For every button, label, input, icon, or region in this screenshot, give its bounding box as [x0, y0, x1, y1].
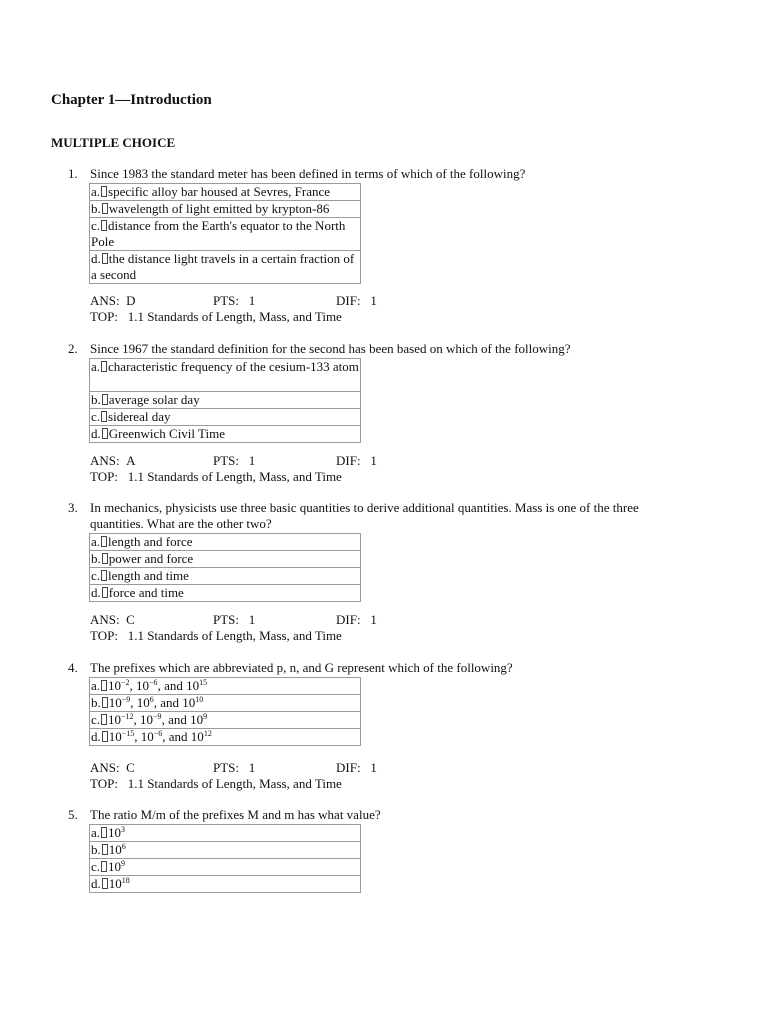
- choice-row: [90, 534, 361, 551]
- choice-cell: [90, 825, 361, 842]
- missing-glyph-icon: [101, 570, 107, 581]
- choice-letter: b.: [91, 842, 101, 857]
- points-field: [213, 453, 255, 469]
- choice-text: sidereal day: [108, 409, 171, 424]
- choice-exponent: 6: [149, 695, 154, 704]
- choices-table: [89, 533, 361, 602]
- difficulty-field: [336, 760, 377, 776]
- answer-row: [90, 760, 510, 776]
- topic-row: [90, 628, 510, 644]
- question-number: 3.: [68, 500, 78, 515]
- choice-row: [90, 729, 361, 746]
- choice-exponent: 9: [203, 712, 208, 721]
- choice-exponent: −15: [121, 729, 135, 738]
- topic-label: TOP:: [90, 628, 118, 643]
- difficulty-label: DIF:: [336, 293, 361, 308]
- points-label: PTS:: [213, 453, 240, 468]
- choice-base: , and 10: [153, 695, 196, 710]
- points-label: PTS:: [213, 293, 240, 308]
- choice-cell: [90, 534, 361, 551]
- choice-row: [90, 409, 361, 426]
- points-field: [213, 760, 255, 776]
- choice-cell: [90, 426, 361, 443]
- choice-row: [90, 184, 361, 201]
- choice-base: 10: [108, 876, 122, 891]
- points-value: 1: [248, 612, 256, 627]
- choice-letter: d.: [91, 876, 101, 891]
- choice-letter: a.: [91, 534, 101, 549]
- choice-exponent: −9: [153, 712, 162, 721]
- missing-glyph-icon: [102, 697, 108, 708]
- choice-letter: a.: [91, 825, 101, 840]
- answer-field: [90, 293, 136, 309]
- choice-text: power and force: [108, 551, 194, 566]
- choice-exponent: −2: [121, 678, 130, 687]
- choice-row: [90, 678, 361, 695]
- choice-row: [90, 218, 361, 251]
- points-field: [213, 612, 255, 628]
- choice-cell: [90, 359, 361, 392]
- chapter-title: Chapter 1—Introduction: [51, 92, 212, 108]
- topic-row: [90, 776, 510, 792]
- answer-meta: [90, 760, 510, 792]
- choice-cell: [90, 729, 361, 746]
- missing-glyph-icon: [102, 203, 108, 214]
- choice-cell: [90, 201, 361, 218]
- choice-base: 10: [108, 729, 122, 744]
- choice-base: , 10: [133, 712, 154, 727]
- choice-row: [90, 426, 361, 443]
- choice-row: [90, 585, 361, 602]
- choice-cell: [90, 859, 361, 876]
- difficulty-value: 1: [370, 293, 377, 308]
- choice-exponent: 3: [121, 825, 126, 834]
- choices-table: [89, 358, 361, 443]
- choice-base: 10: [108, 859, 122, 874]
- choice-text: wavelength of light emitted by krypton-86: [108, 201, 330, 216]
- choice-cell: [90, 585, 361, 602]
- choice-base: , and 10: [162, 729, 204, 744]
- choice-text: average solar day: [108, 392, 200, 407]
- choice-letter: c.: [91, 218, 101, 233]
- choice-cell: [90, 695, 361, 712]
- choice-exponent: −12: [121, 712, 134, 721]
- choice-exponent: 15: [199, 678, 208, 687]
- answer-field: [90, 760, 135, 776]
- missing-glyph-icon: [102, 428, 108, 439]
- choice-letter: d.: [91, 251, 101, 266]
- choice-letter: c.: [91, 712, 101, 727]
- choice-letter: c.: [91, 568, 101, 583]
- question-text: Since 1967 the standard definition for the second has been based on which of the following?: [90, 341, 571, 356]
- topic-value: 1.1 Standards of Length, Mass, and Time: [127, 309, 342, 324]
- choice-letter: b.: [91, 392, 101, 407]
- choice-cell: [90, 842, 361, 859]
- topic-row: [90, 309, 510, 325]
- choice-letter: b.: [91, 201, 101, 216]
- question-number: 4.: [68, 660, 78, 675]
- question-text: Since 1983 the standard meter has been defined in terms of which of the following?: [90, 166, 526, 181]
- choice-text: force and time: [108, 585, 184, 600]
- choice-letter: d.: [91, 426, 101, 441]
- points-value: 1: [248, 760, 256, 775]
- missing-glyph-icon: [101, 536, 107, 547]
- section-title: MULTIPLE CHOICE: [51, 135, 176, 150]
- topic-label: TOP:: [90, 776, 118, 791]
- points-label: PTS:: [213, 760, 240, 775]
- answer-meta: [90, 293, 510, 325]
- topic-field: [90, 776, 342, 792]
- missing-glyph-icon: [101, 411, 107, 422]
- choice-cell: [90, 392, 361, 409]
- missing-glyph-icon: [102, 844, 108, 855]
- missing-glyph-icon: [102, 878, 108, 889]
- choice-text: specific alloy bar housed at Sevres, France: [108, 184, 331, 199]
- choice-letter: b.: [91, 551, 101, 566]
- topic-row: [90, 469, 510, 485]
- choice-base: , 10: [129, 678, 150, 693]
- choice-exponent: 10: [195, 695, 204, 704]
- difficulty-field: [336, 612, 377, 628]
- choice-base: 10: [108, 678, 122, 693]
- choice-base: , and 10: [157, 678, 200, 693]
- choice-text: characteristic frequency of the cesium-133 atom: [108, 359, 359, 374]
- choice-cell: [90, 251, 361, 284]
- choice-row: [90, 712, 361, 729]
- choice-row: [90, 842, 361, 859]
- choice-exponent: 9: [121, 859, 126, 868]
- choice-base: , 10: [130, 695, 150, 710]
- choice-exponent: −6: [149, 678, 158, 687]
- choice-letter: a.: [91, 678, 101, 693]
- answer-label: ANS:: [90, 612, 120, 627]
- choices-table: [89, 677, 361, 746]
- missing-glyph-icon: [102, 253, 108, 264]
- missing-glyph-icon: [102, 731, 108, 742]
- choice-cell: [90, 712, 361, 729]
- choice-base: 10: [108, 695, 122, 710]
- choice-letter: b.: [91, 695, 101, 710]
- choice-text: length and time: [108, 568, 189, 583]
- missing-glyph-icon: [101, 186, 107, 197]
- choice-cell: [90, 876, 361, 893]
- answer-field: [90, 612, 135, 628]
- difficulty-field: [336, 453, 377, 469]
- missing-glyph-icon: [102, 587, 108, 598]
- answer-value: C: [126, 612, 135, 627]
- choice-text: the distance light travels in a certain fraction of a second: [91, 251, 355, 282]
- answer-meta: [90, 453, 510, 485]
- choice-row: [90, 568, 361, 585]
- choice-letter: d.: [91, 585, 101, 600]
- missing-glyph-icon: [102, 553, 108, 564]
- answer-value: A: [126, 453, 136, 468]
- choice-letter: c.: [91, 409, 101, 424]
- choice-base: , and 10: [161, 712, 204, 727]
- answer-value: D: [126, 293, 136, 308]
- missing-glyph-icon: [101, 680, 107, 691]
- choice-base: , 10: [134, 729, 154, 744]
- missing-glyph-icon: [101, 827, 107, 838]
- answer-field: [90, 453, 136, 469]
- difficulty-field: [336, 293, 377, 309]
- choice-row: [90, 876, 361, 893]
- topic-field: [90, 309, 342, 325]
- difficulty-label: DIF:: [336, 612, 361, 627]
- choice-exponent: 6: [121, 842, 126, 851]
- answer-row: [90, 612, 510, 628]
- difficulty-label: DIF:: [336, 760, 361, 775]
- choice-row: [90, 695, 361, 712]
- missing-glyph-icon: [101, 714, 107, 725]
- choice-row: [90, 392, 361, 409]
- choice-cell: [90, 568, 361, 585]
- choice-row: [90, 551, 361, 568]
- choice-letter: a.: [91, 359, 101, 374]
- answer-label: ANS:: [90, 293, 120, 308]
- question-text: The ratio M/m of the prefixes M and m has what value?: [90, 807, 381, 822]
- topic-field: [90, 628, 342, 644]
- choice-base: 10: [108, 712, 122, 727]
- choice-exponent: −6: [153, 729, 163, 738]
- difficulty-value: 1: [370, 612, 377, 627]
- choice-letter: a.: [91, 184, 101, 199]
- difficulty-label: DIF:: [336, 453, 361, 468]
- choice-row: [90, 201, 361, 218]
- choices-table: [89, 824, 361, 893]
- answer-label: ANS:: [90, 453, 120, 468]
- choice-cell: [90, 184, 361, 201]
- choice-cell: [90, 678, 361, 695]
- answer-row: [90, 293, 510, 309]
- choice-exponent: 12: [203, 729, 212, 738]
- question-text: In mechanics, physicists use three basic quantities to derive additional quantities. Mass is one of the three quantities. What are the other two?: [90, 500, 639, 531]
- missing-glyph-icon: [102, 394, 108, 405]
- topic-label: TOP:: [90, 309, 118, 324]
- question-number: 5.: [68, 807, 78, 822]
- points-field: [213, 293, 255, 309]
- topic-value: 1.1 Standards of Length, Mass, and Time: [127, 628, 342, 643]
- topic-value: 1.1 Standards of Length, Mass, and Time: [127, 776, 342, 791]
- choices-table: [89, 183, 361, 284]
- choice-row: [90, 825, 361, 842]
- difficulty-value: 1: [370, 453, 377, 468]
- points-label: PTS:: [213, 612, 240, 627]
- choice-base: 10: [108, 825, 122, 840]
- choice-letter: d.: [91, 729, 101, 744]
- missing-glyph-icon: [101, 220, 107, 231]
- points-value: 1: [248, 453, 256, 468]
- choice-text: length and force: [108, 534, 193, 549]
- question-number: 2.: [68, 341, 78, 356]
- difficulty-value: 1: [370, 760, 377, 775]
- topic-label: TOP:: [90, 469, 118, 484]
- choice-cell: [90, 218, 361, 251]
- answer-value: C: [126, 760, 135, 775]
- question-number: 1.: [68, 166, 78, 181]
- choice-text: distance from the Earth's equator to the North Pole: [91, 218, 346, 249]
- answer-meta: [90, 612, 510, 644]
- choice-exponent: −9: [121, 695, 131, 704]
- choice-cell: [90, 551, 361, 568]
- missing-glyph-icon: [101, 861, 107, 872]
- choice-row: [90, 859, 361, 876]
- answer-row: [90, 453, 510, 469]
- topic-field: [90, 469, 342, 485]
- choice-text: Greenwich Civil Time: [108, 426, 226, 441]
- choice-exponent: 18: [121, 876, 130, 885]
- choice-cell: [90, 409, 361, 426]
- missing-glyph-icon: [101, 361, 107, 372]
- points-value: 1: [248, 293, 256, 308]
- choice-base: 10: [108, 842, 122, 857]
- choice-row: [90, 359, 361, 392]
- topic-value: 1.1 Standards of Length, Mass, and Time: [127, 469, 342, 484]
- choice-letter: c.: [91, 859, 101, 874]
- question-text: The prefixes which are abbreviated p, n, and G represent which of the following?: [90, 660, 513, 675]
- choice-row: [90, 251, 361, 284]
- answer-label: ANS:: [90, 760, 120, 775]
